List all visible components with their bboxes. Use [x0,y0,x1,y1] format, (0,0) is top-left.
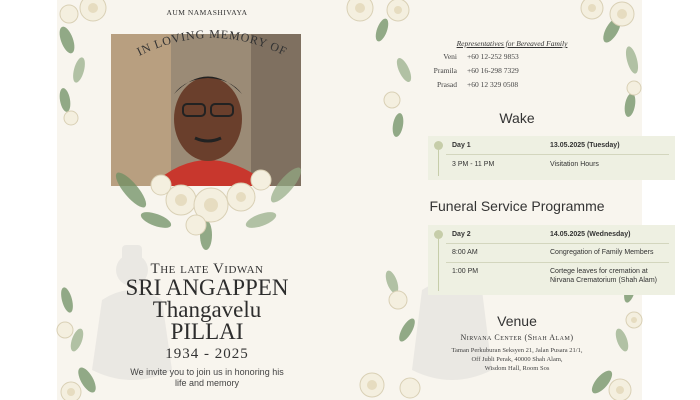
wake-desc: Visitation Hours [550,161,599,168]
funeral-desc: Congregation of Family Members [550,249,654,256]
funeral-date: 14.05.2025 (Wednesday) [550,231,631,238]
wake-title: Wake [499,110,535,126]
rep-row [397,80,597,90]
in-loving-memory-arc [127,22,297,62]
rep-name: Pramila [433,66,457,75]
funeral-day: Day 2 [452,231,471,238]
wake-time: 3 PM - 11 PM [452,161,495,168]
timeline-dot [434,141,443,150]
name-line-3: PILLAI [170,319,244,344]
timeline-dot [434,230,443,239]
representatives-title: Representatives for Bereaved Family [456,39,568,48]
rep-phone: +60 16-298 7329 [467,66,519,75]
rep-name: Veni [443,52,457,61]
rep-name: Prasad [437,80,457,89]
funeral-time: 1:00 PM [452,268,479,275]
funeral-title: Funeral Service Programme [429,198,605,214]
rep-row [397,66,597,76]
rep-phone: +60 12-252 9853 [467,52,519,61]
name-line-2: Thangavelu [152,297,262,322]
row-separator [446,262,669,263]
funeral-desc: Cortege leaves for cremation at Nirvana Crematorium (Shah Alam) [550,268,657,284]
life-years: 1934 - 2025 [165,346,249,362]
venue-address: Taman Perkuburan Seksyen 21, Jalan Pusara 21/1, Off Jubli Perak, 40000 Shah Alam, Wisdom Hall, Room Sos [451,347,583,372]
floral-wreath-decoration [101,135,311,250]
funeral-panel [428,225,675,295]
invitation-text: We invite you to join us in honoring his life and memory [130,367,284,388]
rep-row [397,52,597,62]
name-line-1: SRI ANGAPPEN [125,275,289,300]
timeline-line [438,239,439,291]
svg-text:IN LOVING MEMORY OF: IN LOVING MEMORY OF [134,26,290,59]
header-aum-namashivaya: AUM NAMASHIVAYA [166,8,248,17]
row-separator [446,154,669,155]
row-separator [446,243,669,244]
rep-phone: +60 12 329 0508 [467,80,519,89]
wake-date: 13.05.2025 (Tuesday) [550,142,620,149]
venue-title: Venue [497,313,537,329]
late-vidwan-title: The late Vidwan [150,261,264,277]
wake-day: Day 1 [452,142,471,149]
timeline-line [438,150,439,176]
wake-panel [428,136,675,180]
memorial-card [57,0,657,400]
funeral-time: 8:00 AM [452,249,478,256]
venue-name: Nirvana Center (Shah Alam) [460,333,574,342]
